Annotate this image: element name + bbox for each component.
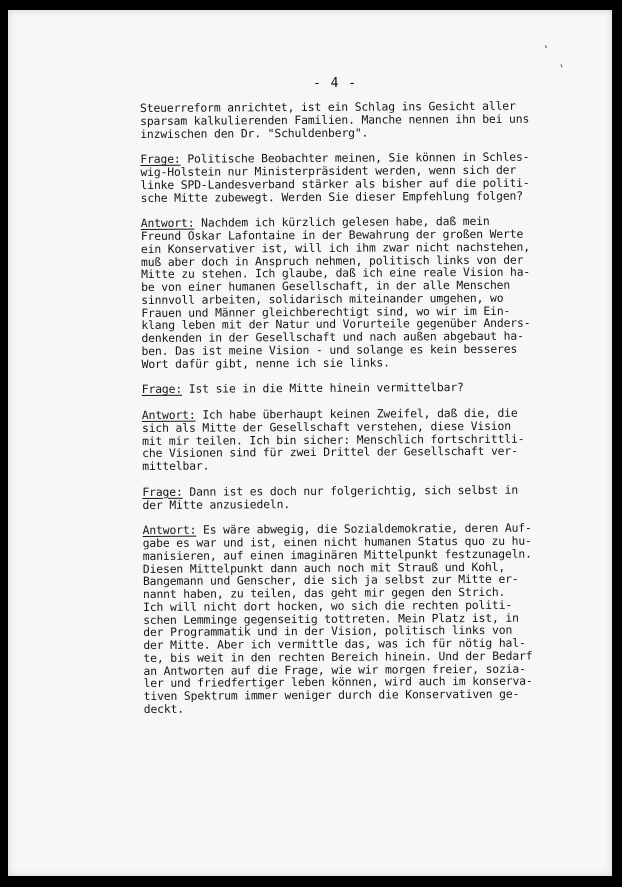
text-line: an Antworten auf die Frage, wie wir morgen freier, sozia-	[143, 661, 526, 678]
text-line: inzwischen den Dr. "Schuldenberg".	[140, 125, 369, 141]
text-line: manisieren, auf einen imaginären Mittelpunkt festzunageln.	[142, 546, 532, 563]
text-line: Freund Oskar Lafontaine in der Bewahrung der großen Werte	[140, 226, 524, 243]
text-line: gabe es war und ist, einen nicht humanen Status quo zu hu-	[142, 533, 532, 550]
text-line: Bangemann und Genscher, die sich ja selbst zur Mitte er-	[142, 571, 519, 589]
text-line: der Programmatik und in der Vision, politisch links von	[143, 622, 513, 640]
question-paragraph	[140, 151, 560, 205]
speaker-label: Antwort:	[141, 407, 196, 422]
document-body	[140, 99, 564, 728]
text-line: sinnvoll arbeiten, solidarisch miteinander umgehen, wo	[141, 290, 504, 307]
paragraph	[140, 99, 560, 140]
question-paragraph	[142, 381, 562, 396]
text-line: der Mitte. Aber ich vermittle das, was ich für nötig hal-	[143, 635, 526, 652]
answer-paragraph	[142, 406, 562, 472]
text-fragment: Ist sie in die Mitte hinein vermittelbar?	[181, 380, 464, 396]
text-line: Ich will nicht dort hocken, wo sich die rechten politi-	[143, 597, 513, 614]
speaker-label: Antwort:	[142, 522, 197, 538]
text-line: ben. Das ist meine Vision - und solange es kein besseres	[141, 341, 518, 358]
question-paragraph	[142, 483, 562, 511]
text-fragment: Dann ist es doch nur folgerichtig, sich selbst in	[182, 482, 519, 499]
text-line: sparsam kalkulierenden Familien. Manche nennen ihn bei uns	[140, 111, 530, 128]
text-line: nannt haben, zu teilen, das geht mir gegen den Strich.	[142, 584, 506, 601]
scan-mark-icon: ˎ	[557, 52, 570, 68]
text-line: der Mitte anzusiedeln.	[142, 496, 291, 512]
text-line: denkenden in der Gesellschaft und nach außen abgebaut ha-	[141, 328, 524, 345]
text-fragment: Ich habe überhaupt keinen Zweifel, daß die, die	[195, 405, 518, 422]
text-line: Frauen und Männer gleichberechtigt sind, wo wir im Ein-	[141, 303, 511, 320]
scan-mark-icon: ˎ	[542, 33, 555, 49]
text-line: wig-Holstein nur Ministerpräsident werden, wenn sich der	[140, 162, 517, 179]
text-line: che Visionen sind für zwei Drittel der Gesellschaft ver-	[142, 443, 518, 461]
text-line	[142, 381, 562, 396]
text-line: ein Konservativer ist, will ich ihm zwar nicht nachstehen,	[140, 239, 530, 256]
text-line: ler und friedfertiger leben können, wird auch im konserva-	[143, 673, 533, 691]
answer-paragraph	[143, 522, 564, 716]
speaker-label: Frage:	[140, 152, 181, 167]
text-fragment: Nachdem ich kürzlich gelesen habe, daß mein	[194, 214, 490, 230]
text-line: mittelbar.	[142, 458, 210, 473]
text-fragment: Es wäre abwegig, die Sozialdemokratie, deren Auf-	[196, 520, 532, 537]
text-line: muß aber doch in Anspruch nehmen, politisch links von der	[140, 252, 524, 269]
speaker-label: Antwort:	[140, 215, 195, 231]
text-line: Diesen Mittelpunkt dann auch noch mit Strauß und Kohl,	[142, 559, 506, 576]
text-line: te, bis weit in den rechten Bereich hinein. Und der Bedarf	[143, 648, 533, 665]
text-line: be von einer humanen Gesellschaft, in der alle Menschen	[141, 277, 511, 294]
text-line: sich als Mitte der Gesellschaft verstehen, diese Vision	[141, 418, 511, 435]
text-line: mit mir teilen. Ich bin sicher: Menschlich fortschrittli-	[142, 431, 525, 448]
text-line: Mitte zu stehen. Ich glaube, daß ich eine reale Vision ha-	[141, 264, 531, 282]
text-fragment: Politische Beobachter meinen, Sie können in Schles-	[180, 149, 530, 167]
document-page	[8, 10, 612, 876]
text-line: tiven Spektrum immer weniger durch die Konservativen ge-	[143, 686, 520, 703]
speaker-label: Frage:	[141, 381, 183, 397]
text-line: schen Lemminge gegenseitig tottreten. Mein Platz ist, in	[143, 610, 519, 627]
answer-paragraph	[141, 215, 562, 371]
text-line	[142, 483, 562, 498]
text-line: Wort dafür gibt, nenne ich sie links.	[141, 354, 390, 371]
text-line: Steuerreform anrichtet, ist ein Schlag ins Gesicht aller	[139, 98, 516, 115]
text-line: klang leben mit der Natur und Vorurteile gegenüber Anders-	[141, 315, 531, 333]
text-line: deckt.	[143, 701, 184, 716]
text-line: sche Mitte zubewegt. Werden Sie dieser Empfehlung folgen?	[140, 188, 523, 205]
page-number: - 4 -	[313, 76, 358, 91]
text-line: linke SPD-Landesverband stärker als bisher auf die politi-	[140, 175, 530, 192]
speaker-label: Frage:	[142, 484, 183, 499]
